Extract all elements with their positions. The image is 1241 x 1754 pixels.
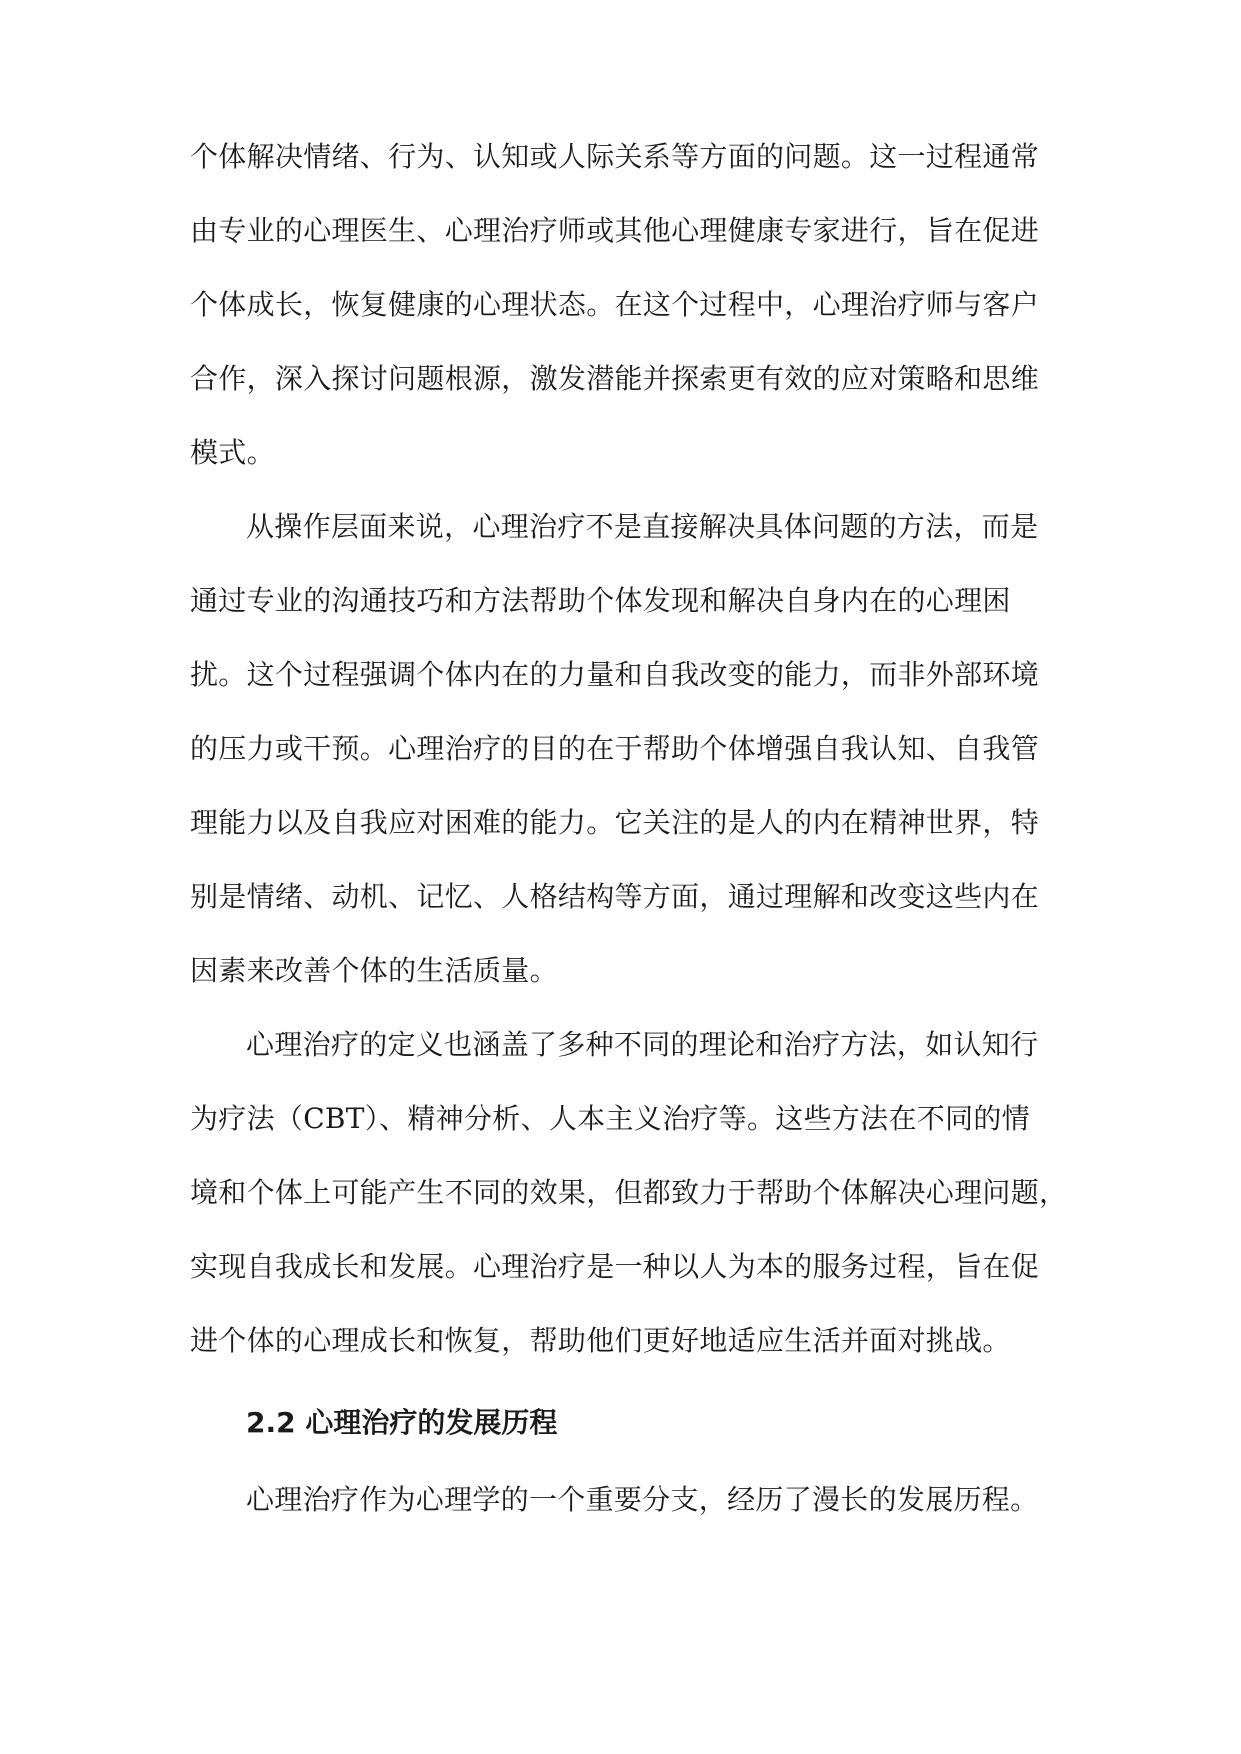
paragraph-3-line-3: 境和个体上可能产生不同的效果，但都致力于帮助个体解决心理问题， bbox=[190, 1176, 1068, 1209]
paragraph-1-line-4: 合作，深入探讨问题根源，激发潜能并探索更有效的应对策略和思维 bbox=[190, 362, 1040, 395]
section-heading: 2.2 心理治疗的发展历程 bbox=[246, 1406, 558, 1439]
paragraph-2-line-7: 因素来改善个体的生活质量。 bbox=[190, 954, 558, 987]
paragraph-3-line-5: 进个体的心理成长和恢复，帮助他们更好地适应生活并面对挑战。 bbox=[190, 1324, 1011, 1357]
paragraph-2-line-1: 从操作层面来说，心理治疗不是直接解决具体问题的方法，而是 bbox=[246, 510, 1039, 543]
paragraph-3-line-2: 为疗法（CBT）、精神分析、人本主义治疗等。这些方法在不同的情 bbox=[190, 1102, 1030, 1135]
paragraph-2-line-5: 理能力以及自我应对困难的能力。它关注的是人的内在精神世界，特 bbox=[190, 806, 1040, 839]
paragraph-3-line-4: 实现自我成长和发展。心理治疗是一种以人为本的服务过程，旨在促 bbox=[190, 1250, 1040, 1283]
paragraph-2-line-2: 通过专业的沟通技巧和方法帮助个体发现和解决自身内在的心理困 bbox=[190, 584, 1011, 617]
final-paragraph-line-1: 心理治疗作为心理学的一个重要分支，经历了漫长的发展历程。 bbox=[246, 1483, 1039, 1516]
paragraph-2-line-3: 扰。这个过程强调个体内在的力量和自我改变的能力，而非外部环境 bbox=[190, 658, 1040, 691]
paragraph-1-line-2: 由专业的心理医生、心理治疗师或其他心理健康专家进行，旨在促进 bbox=[190, 214, 1040, 247]
paragraph-1-line-3: 个体成长，恢复健康的心理状态。在这个过程中，心理治疗师与客户 bbox=[190, 288, 1040, 321]
paragraph-1-line-5: 模式。 bbox=[190, 436, 275, 469]
paragraph-1-line-1: 个体解决情绪、行为、认知或人际关系等方面的问题。这一过程通常 bbox=[190, 140, 1040, 173]
paragraph-2-line-4: 的压力或干预。心理治疗的目的在于帮助个体增强自我认知、自我管 bbox=[190, 732, 1040, 765]
paragraph-2-line-6: 别是情绪、动机、记忆、人格结构等方面，通过理解和改变这些内在 bbox=[190, 880, 1040, 913]
paragraph-3-line-1: 心理治疗的定义也涵盖了多种不同的理论和治疗方法，如认知行 bbox=[246, 1028, 1039, 1061]
